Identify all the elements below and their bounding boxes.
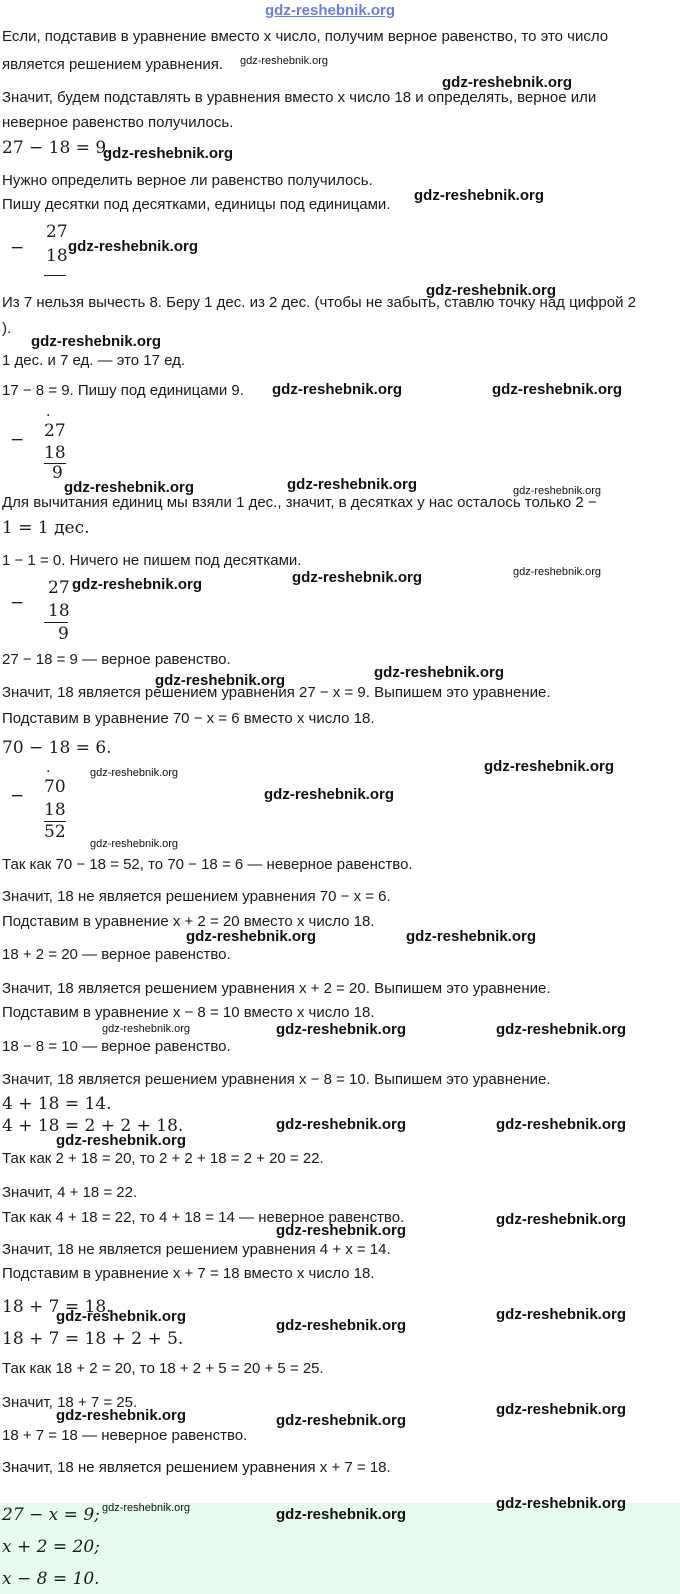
text-line: Значит, 18 + 7 = 25. xyxy=(2,1394,138,1411)
watermark: gdz-reshebnik.org xyxy=(513,485,602,497)
column-top: 70 xyxy=(44,777,66,797)
watermark: gdz-reshebnik.org xyxy=(72,576,203,593)
text-line: 18 + 2 = 20 — верное равенство. xyxy=(2,946,231,963)
watermark: gdz-reshebnik.org xyxy=(406,928,537,945)
column-underline xyxy=(44,622,68,623)
watermark: gdz-reshebnik.org xyxy=(426,282,557,299)
text-line: Подставим в уравнение x + 7 = 18 вместо x число 18. xyxy=(2,1265,375,1282)
watermark: gdz-reshebnik.org xyxy=(276,1222,407,1239)
math-line: 70 − 18 = 6. xyxy=(2,738,112,758)
column-bottom: 18 xyxy=(44,800,66,820)
text-line: Подставим в уравнение 70 − x = 6 вместо x число 18. xyxy=(2,710,375,727)
watermark: gdz-reshebnik.org xyxy=(513,566,602,578)
math-line: 27 − 18 = 9. xyxy=(2,138,112,158)
watermark: gdz-reshebnik.org xyxy=(56,1132,187,1149)
text-line: 1 дес. и 7 ед. — это 17 ед. xyxy=(2,352,186,369)
watermark: gdz-reshebnik.org xyxy=(414,187,545,204)
text-line: Значит, 18 является решением уравнения x − 8 = 10. Выпишем это уравнение. xyxy=(2,1071,551,1088)
text-line: Из 7 нельзя вычесть 8. Беру 1 дес. из 2 дес. (чтобы не забыть, ставлю точку над цифрой 2 xyxy=(2,294,636,311)
answer-equation: x − 8 = 10. xyxy=(2,1569,100,1589)
column-top: 27 xyxy=(46,222,68,242)
text-line: Значит, 4 + 18 = 22. xyxy=(2,1184,138,1201)
watermark: gdz-reshebnik.org xyxy=(374,664,505,681)
text-line: Так как 70 − 18 = 52, то 70 − 18 = 6 — неверное равенство. xyxy=(2,856,413,873)
column-minus: − xyxy=(10,786,25,806)
watermark: gdz-reshebnik.org xyxy=(68,238,199,255)
column-result: 9 xyxy=(52,463,63,483)
watermark: gdz-reshebnik.org xyxy=(102,1023,191,1035)
watermark: gdz-reshebnik.org xyxy=(276,1116,407,1133)
watermark-top[interactable]: gdz-reshebnik.org xyxy=(265,2,396,19)
watermark: gdz-reshebnik.org xyxy=(496,1021,627,1038)
column-minus: − xyxy=(10,238,25,258)
column-minus: − xyxy=(10,593,25,613)
column-bottom: 18 xyxy=(48,601,70,621)
watermark: gdz-reshebnik.org xyxy=(56,1308,187,1325)
watermark: gdz-reshebnik.org xyxy=(484,758,615,775)
text-line: ). xyxy=(2,320,12,337)
math-line: 4 + 18 = 2 + 2 + 18. xyxy=(2,1116,184,1136)
math-line: 18 + 7 = 18. xyxy=(2,1297,112,1317)
text-line: Для вычитания единиц мы взяли 1 дес., значит, в десятках у нас осталось только 2 − xyxy=(2,494,597,511)
column-top: 27 xyxy=(44,421,66,441)
watermark: gdz-reshebnik.org xyxy=(276,1317,407,1334)
watermark: gdz-reshebnik.org xyxy=(186,928,317,945)
watermark: gdz-reshebnik.org xyxy=(287,476,418,493)
text-line: 18 − 8 = 10 — верное равенство. xyxy=(2,1038,231,1055)
text-line: Пишу десятки под десятками, единицы под единицами. xyxy=(2,196,391,213)
column-bottom: 18 xyxy=(46,246,68,266)
column-underline xyxy=(44,275,66,276)
answer-equation: x + 2 = 20; xyxy=(2,1537,100,1557)
watermark: gdz-reshebnik.org xyxy=(90,767,179,779)
watermark: gdz-reshebnik.org xyxy=(496,1495,627,1512)
watermark: gdz-reshebnik.org xyxy=(155,672,286,689)
text-line: является решением уравнения. xyxy=(2,56,224,73)
watermark: gdz-reshebnik.org xyxy=(31,333,162,350)
watermark: gdz-reshebnik.org xyxy=(492,381,623,398)
text-line: Значит, 18 не является решением уравнения x + 7 = 18. xyxy=(2,1459,391,1476)
text-line: Значит, будем подставлять в уравнения вместо x число 18 и определять, верное или xyxy=(2,89,597,106)
text-line: Так как 4 + 18 = 22, то 4 + 18 = 14 — неверное равенство. xyxy=(2,1209,405,1226)
watermark: gdz-reshebnik.org xyxy=(103,145,234,162)
watermark: gdz-reshebnik.org xyxy=(64,479,195,496)
text-line: Подставим в уравнение x + 2 = 20 вместо x число 18. xyxy=(2,913,375,930)
text-line: Значит, 18 не является решением уравнения 70 − x = 6. xyxy=(2,888,391,905)
text-line: 17 − 8 = 9. Пишу под единицами 9. xyxy=(2,382,244,399)
watermark: gdz-reshebnik.org xyxy=(276,1021,407,1038)
column-dot: . xyxy=(46,404,51,420)
column-result: 9 xyxy=(58,624,69,644)
watermark: gdz-reshebnik.org xyxy=(276,1506,407,1523)
watermark: gdz-reshebnik.org xyxy=(496,1116,627,1133)
column-minus: − xyxy=(10,430,25,450)
text-line: неверное равенство получилось. xyxy=(2,114,234,131)
watermark: gdz-reshebnik.org xyxy=(56,1407,187,1424)
text-line: Так как 18 + 2 = 20, то 18 + 2 + 5 = 20 + 5 = 25. xyxy=(2,1360,324,1377)
watermark: gdz-reshebnik.org xyxy=(276,1412,407,1429)
math-line: 1 = 1 дес. xyxy=(2,518,90,538)
column-result: 52 xyxy=(44,822,66,842)
text-line: Нужно определить верное ли равенство получилось. xyxy=(2,172,373,189)
watermark: gdz-reshebnik.org xyxy=(272,381,403,398)
column-bottom: 18 xyxy=(44,443,66,463)
watermark: gdz-reshebnik.org xyxy=(292,569,423,586)
watermark: gdz-reshebnik.org xyxy=(102,1502,191,1514)
text-line: Так как 2 + 18 = 20, то 2 + 2 + 18 = 2 + 20 = 22. xyxy=(2,1150,324,1167)
text-line: 18 + 7 = 18 — неверное равенство. xyxy=(2,1427,248,1444)
watermark: gdz-reshebnik.org xyxy=(90,838,179,850)
text-line: 1 − 1 = 0. Ничего не пишем под десятками. xyxy=(2,552,302,569)
text-line: 27 − 18 = 9 — верное равенство. xyxy=(2,651,231,668)
math-line: 18 + 7 = 18 + 2 + 5. xyxy=(2,1329,184,1349)
math-line: 4 + 18 = 14. xyxy=(2,1094,112,1114)
column-dot: . xyxy=(46,760,51,776)
watermark: gdz-reshebnik.org xyxy=(240,55,329,67)
text-line: Значит, 18 не является решением уравнения 4 + x = 14. xyxy=(2,1241,391,1258)
column-top: 27 xyxy=(48,578,70,598)
watermark: gdz-reshebnik.org xyxy=(496,1306,627,1323)
answer-equation: 27 − x = 9; xyxy=(2,1505,100,1525)
watermark: gdz-reshebnik.org xyxy=(496,1211,627,1228)
watermark: gdz-reshebnik.org xyxy=(496,1401,627,1418)
watermark: gdz-reshebnik.org xyxy=(264,786,395,803)
text-line: Если, подставив в уравнение вместо x число, получим верное равенство, то это число xyxy=(2,28,609,45)
text-line: Значит, 18 является решением уравнения x + 2 = 20. Выпишем это уравнение. xyxy=(2,980,551,997)
text-line: Подставим в уравнение x − 8 = 10 вместо x число 18. xyxy=(2,1004,375,1021)
text-line: Значит, 18 является решением уравнения 27 − x = 9. Выпишем это уравнение. xyxy=(2,684,551,701)
watermark: gdz-reshebnik.org xyxy=(442,74,573,91)
